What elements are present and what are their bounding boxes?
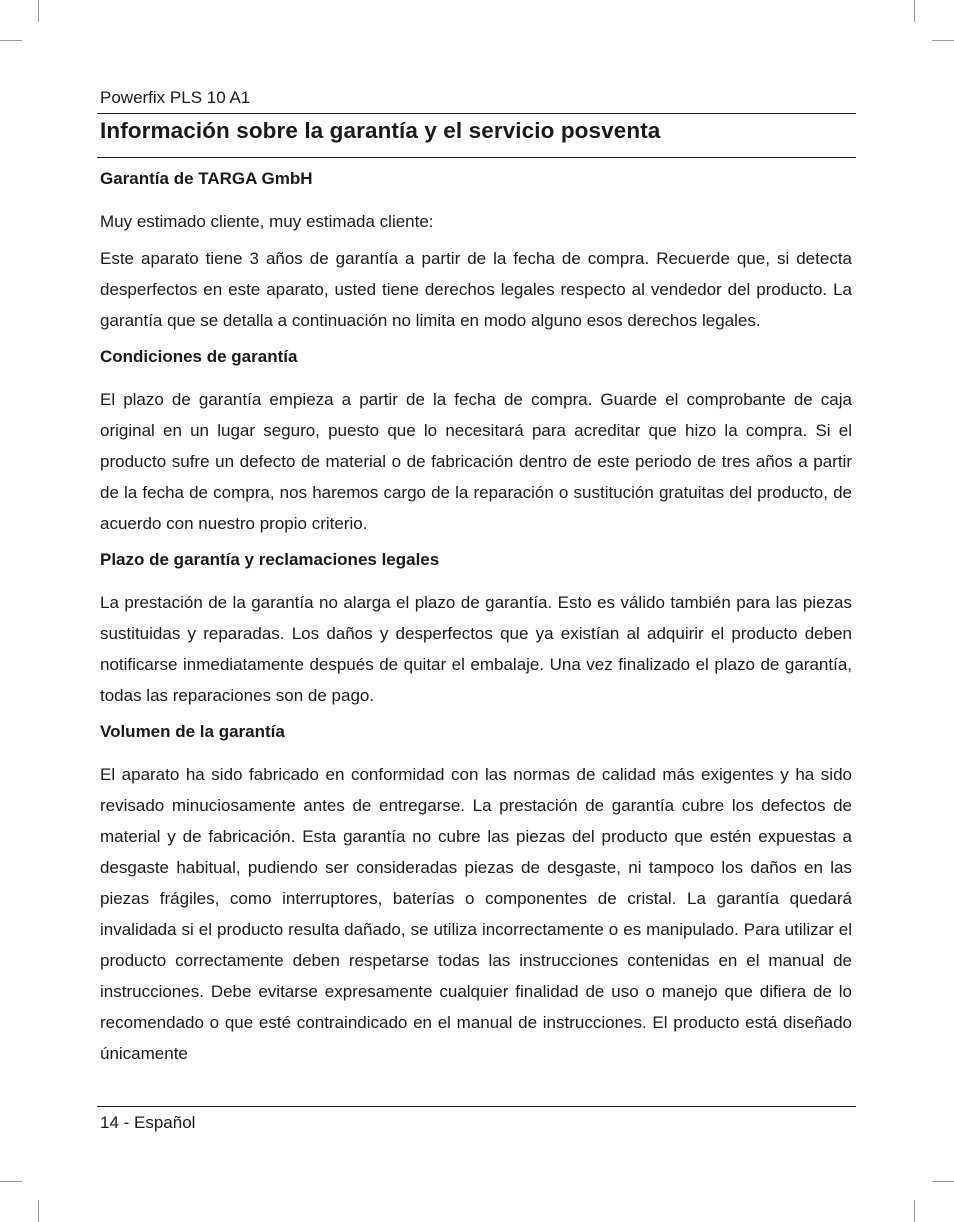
page-title: Información sobre la garantía y el servicio posventa — [100, 118, 661, 143]
section-warranty-period — [100, 547, 852, 711]
section-targa-warranty — [100, 166, 852, 336]
crop-mark — [38, 0, 39, 22]
section-heading: Volumen de la garantía — [100, 722, 285, 741]
section-heading: Garantía de TARGA GmbH — [100, 169, 313, 188]
crop-mark — [932, 40, 954, 41]
page-number: 14 - Español — [100, 1113, 196, 1132]
running-header: Powerfix PLS 10 A1 — [100, 88, 251, 107]
crop-mark — [932, 1181, 954, 1182]
crop-mark — [0, 1181, 22, 1182]
paragraph: El aparato ha sido fabricado en conformidad con las normas de calidad más exigentes y ha sido revisado minuciosamente antes de entregarse. La prestación de garantía cubre los defectos de material y de fabricación. Esta garantía no cubre las piezas del producto que estén expuestas a desgaste habitual, pudiendo ser consideradas piezas de desgaste, ni tampoco los daños en las piezas frágiles, como interruptores, baterías o componentes de cristal. La garantía quedará invalidada si el producto resulta dañado, se utiliza incorrectamente o es manipulado. Para utilizar el producto correctamente deben respetarse todas las instrucciones contenidas en el manual de instrucciones. Debe evitarse expresamente cualquier finalidad de uso o manejo que difiera de lo recomendado o que esté contraindicado en el manual de instrucciones. El producto está diseñado únicamente — [100, 765, 852, 1063]
crop-mark — [38, 1200, 39, 1222]
crop-mark — [914, 0, 915, 22]
footer-rule — [97, 1106, 856, 1107]
title-rule — [97, 157, 856, 158]
paragraph: El plazo de garantía empieza a partir de la fecha de compra. Guarde el comprobante de caja original en un lugar seguro, puesto que lo necesitará para acreditar que hizo la compra. Si el producto sufre un defecto de material o de fabricación dentro de este periodo de tres años a partir de la fecha de compra, nos haremos cargo de la reparación o sustitución gratuitas del producto, de acuerdo con nuestro propio criterio. — [100, 390, 852, 533]
section-warranty-conditions — [100, 344, 852, 539]
paragraph: Este aparato tiene 3 años de garantía a partir de la fecha de compra. Recuerde que, si detecta desperfectos en este aparato, usted tiene derechos legales respecto al vendedor del producto. La garantía que se detalla a continuación no limita en modo alguno esos derechos legales. — [100, 249, 852, 330]
section-heading: Condiciones de garantía — [100, 347, 298, 366]
section-heading: Plazo de garantía y reclamaciones legales — [100, 550, 440, 569]
crop-mark — [914, 1200, 915, 1222]
crop-mark — [0, 40, 22, 41]
greeting-text: Muy estimado cliente, muy estimada cliente: — [100, 212, 434, 231]
paragraph: La prestación de la garantía no alarga el plazo de garantía. Esto es válido también para las piezas sustituidas y reparadas. Los daños y desperfectos que ya existían al adquirir el producto deben notificarse inmediatamente después de quitar el embalaje. Una vez finalizado el plazo de garantía, todas las reparaciones son de pago. — [100, 593, 852, 705]
header-rule — [97, 113, 856, 114]
section-warranty-scope — [100, 719, 852, 1069]
document-body — [100, 166, 852, 1077]
